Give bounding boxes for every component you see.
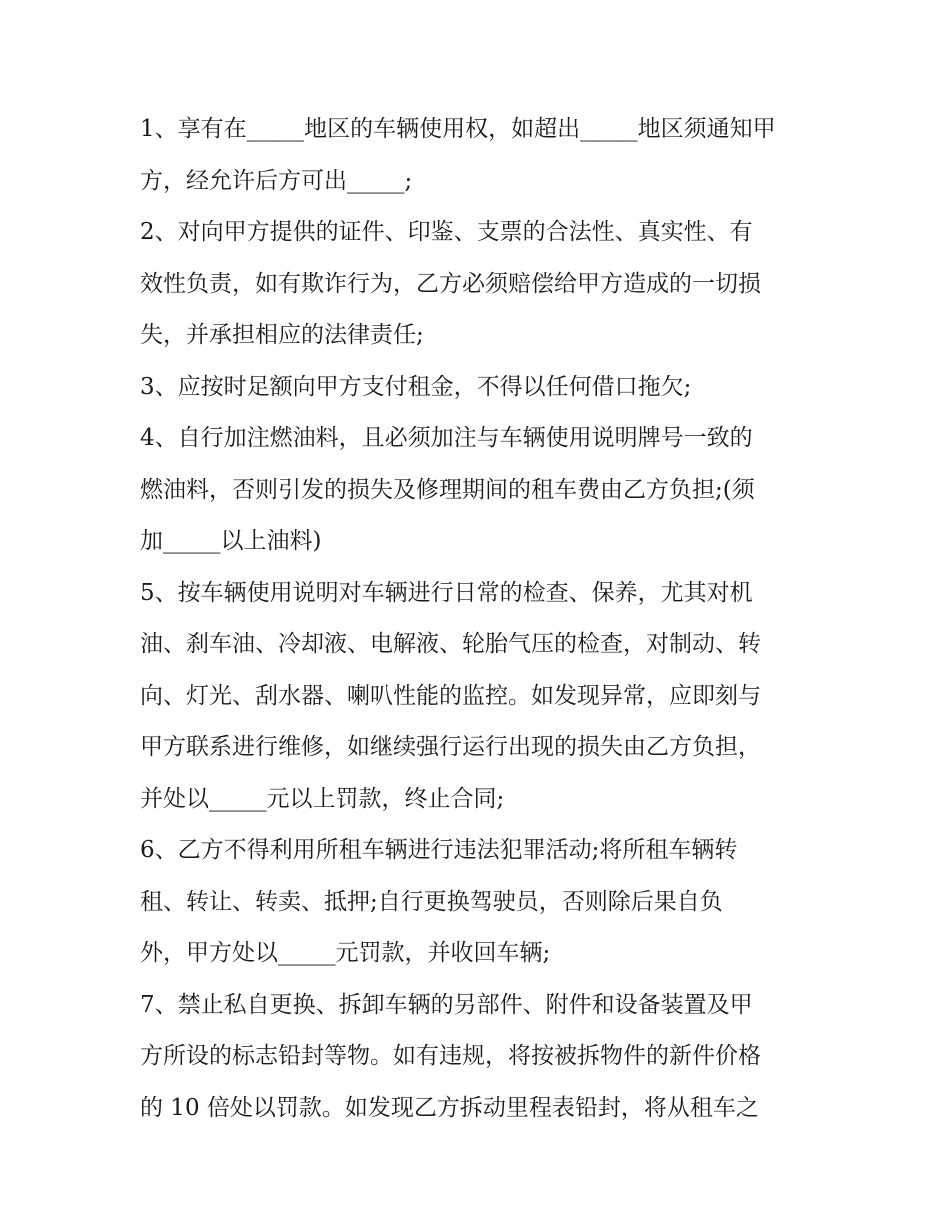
- text-line: 加_____以上油料): [140, 528, 322, 554]
- text-line: 的 10 倍处以罚款。如发现乙方拆动里程表铅封，将从租车之: [140, 1094, 759, 1121]
- text-line: 方所设的标志铅封等物。如有违规，将按被拆物件的新件价格: [140, 1043, 761, 1069]
- text-line: 燃油料，否则引发的损失及修理期间的租车费由乙方负担;(须: [140, 476, 755, 503]
- text-line: 油、刹车油、冷却液、电解液、轮胎气压的检查，对制动、转: [140, 631, 761, 657]
- text-line: 6、乙方不得利用所租车辆进行违法犯罪活动;将所租车辆转: [140, 837, 738, 863]
- text-line: 甲方联系进行维修，如继续强行运行出现的损失由乙方负担，: [140, 734, 761, 760]
- text-line: 向、灯光、刮水器、喇叭性能的监控。如发现异常，应即刻与: [140, 682, 761, 709]
- text-line: 4、自行加注燃油料，且必须加注与车辆使用说明牌号一致的: [140, 425, 753, 451]
- contract-clauses: [140, 104, 815, 1134]
- text-line: 效性负责，如有欺诈行为，乙方必须赔偿给甲方造成的一切损: [140, 270, 761, 297]
- text-line: 7、禁止私自更换、拆卸车辆的另部件、附件和设备装置及甲: [140, 991, 753, 1018]
- text-line: 失，并承担相应的法律责任;: [140, 322, 424, 348]
- text-line: 1、享有在_____地区的车辆使用权，如超出_____地区须通知甲: [140, 116, 776, 142]
- text-line: 方，经允许后方可出_____;: [140, 167, 413, 194]
- text-line: 3、应按时足额向甲方支付租金，不得以任何借口拖欠;: [140, 373, 692, 400]
- text-line: 2、对向甲方提供的证件、印鉴、支票的合法性、真实性、有: [140, 219, 753, 245]
- text-line: 5、按车辆使用说明对车辆进行日常的检查、保养，尤其对机: [140, 579, 753, 606]
- text-line: 外，甲方处以_____元罚款，并收回车辆;: [140, 940, 551, 966]
- text-line: 并处以_____元以上罚款，终止合同;: [140, 785, 505, 812]
- text-line: 租、转让、转卖、抵押;自行更换驾驶员，否则除后果自负: [140, 888, 723, 915]
